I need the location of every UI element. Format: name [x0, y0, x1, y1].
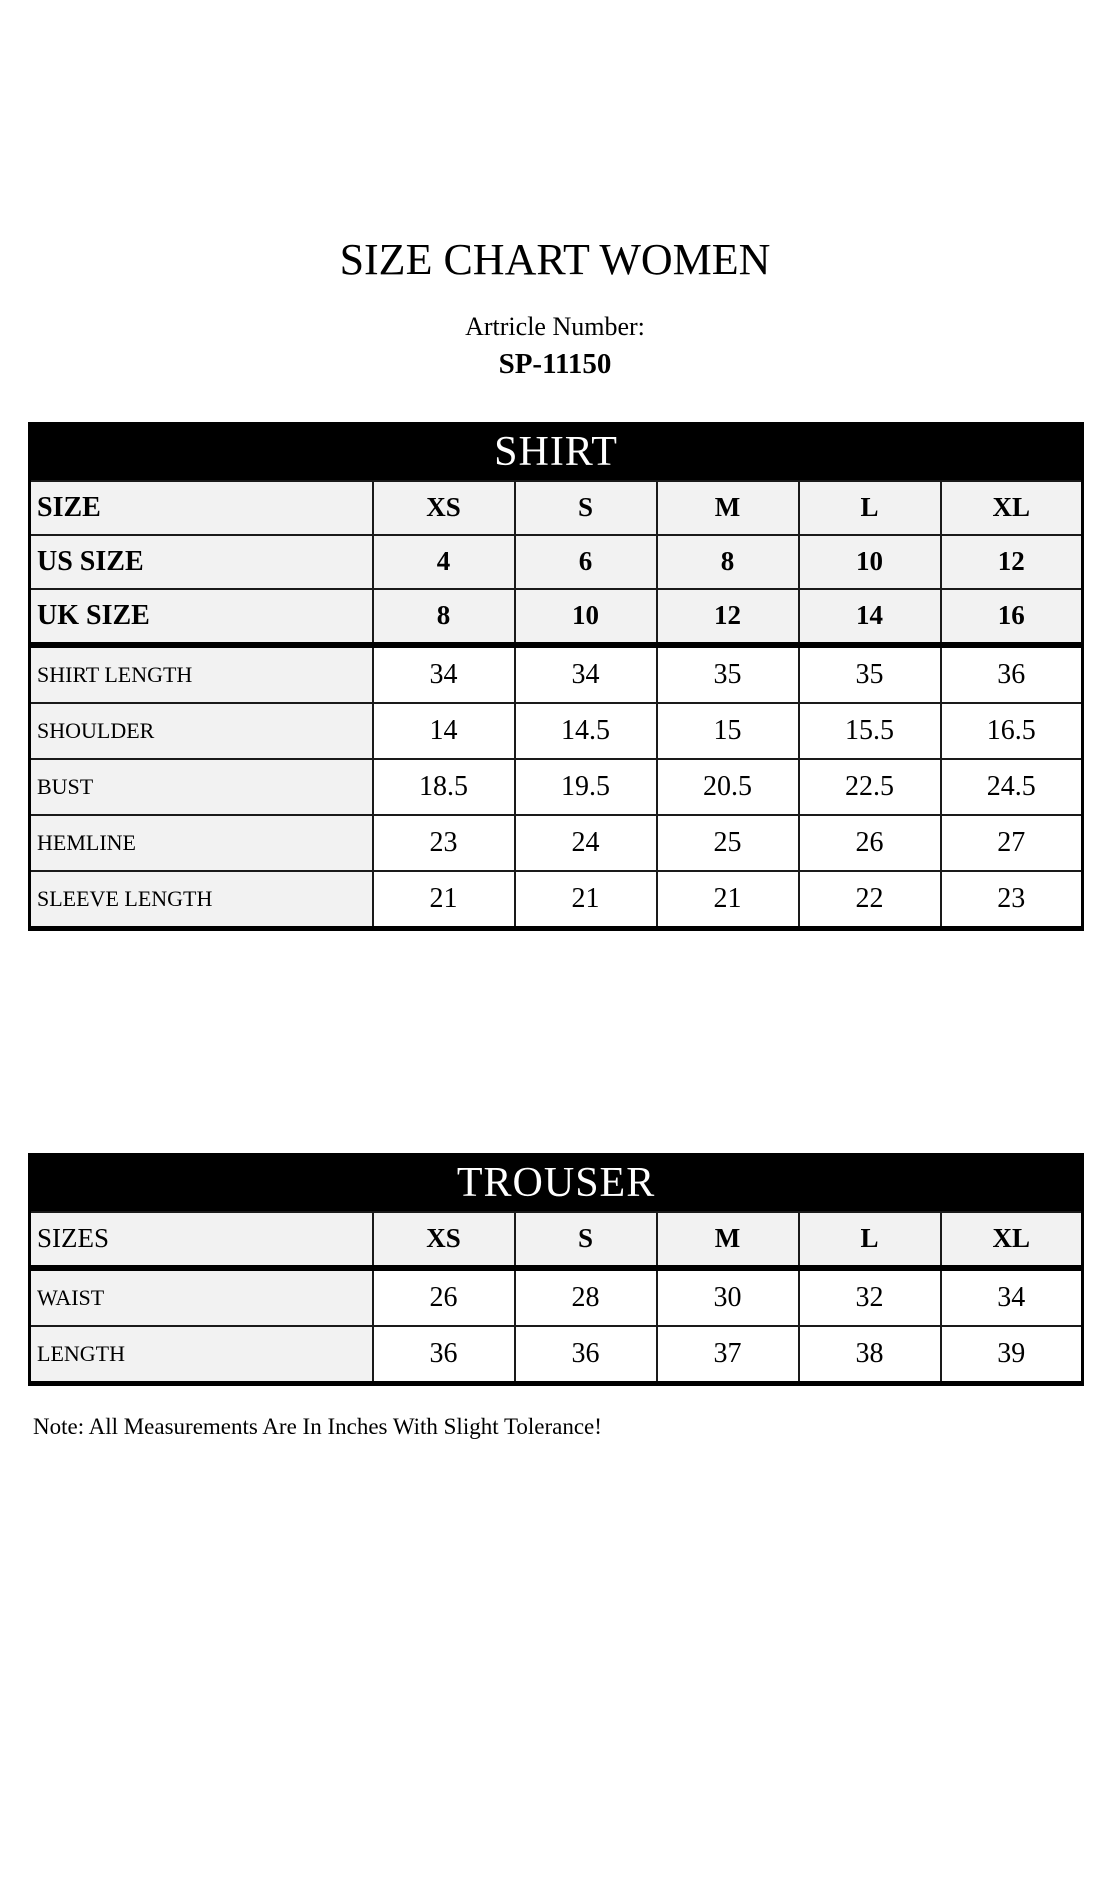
trouser-value-cell: 37: [657, 1326, 799, 1384]
trouser-row-label: WAIST: [30, 1268, 373, 1326]
shirt-table-row: [30, 481, 1083, 535]
shirt-value-cell: 20.5: [657, 759, 799, 815]
shirt-value-cell: 36: [941, 645, 1083, 703]
shirt-value-cell: 14: [799, 589, 941, 645]
shirt-value-cell: 21: [515, 871, 657, 929]
shirt-value-cell: 27: [941, 815, 1083, 871]
shirt-value-cell: XL: [941, 481, 1083, 535]
shirt-value-cell: 26: [799, 815, 941, 871]
shirt-value-cell: 16: [941, 589, 1083, 645]
shirt-row-label: SHOULDER: [30, 703, 373, 759]
shirt-value-cell: 16.5: [941, 703, 1083, 759]
shirt-value-cell: 10: [515, 589, 657, 645]
trouser-table-title: TROUSER: [30, 1154, 1083, 1212]
shirt-value-cell: L: [799, 481, 941, 535]
shirt-value-cell: 12: [941, 535, 1083, 589]
shirt-value-cell: XS: [373, 481, 515, 535]
trouser-value-cell: 39: [941, 1326, 1083, 1384]
article-number-value: SP-11150: [498, 348, 612, 381]
shirt-value-cell: 35: [657, 645, 799, 703]
trouser-row-label: LENGTH: [30, 1326, 373, 1384]
trouser-value-cell: 32: [799, 1268, 941, 1326]
shirt-value-cell: 22.5: [799, 759, 941, 815]
shirt-table-row: [30, 815, 1083, 871]
shirt-value-cell: 21: [657, 871, 799, 929]
shirt-table-row: [30, 589, 1083, 645]
shirt-value-cell: 34: [373, 645, 515, 703]
trouser-row-label: SIZES: [30, 1212, 373, 1268]
page-content: [28, 236, 1082, 1440]
shirt-value-cell: 4: [373, 535, 515, 589]
shirt-value-cell: 23: [373, 815, 515, 871]
shirt-table-row: [30, 871, 1083, 929]
shirt-table-row: [30, 759, 1083, 815]
shirt-value-cell: 21: [373, 871, 515, 929]
shirt-value-cell: 23: [941, 871, 1083, 929]
trouser-value-cell: 28: [515, 1268, 657, 1326]
shirt-value-cell: 15: [657, 703, 799, 759]
trouser-value-cell: M: [657, 1212, 799, 1268]
shirt-row-label: US SIZE: [30, 535, 373, 589]
shirt-value-cell: 10: [799, 535, 941, 589]
shirt-value-cell: 8: [373, 589, 515, 645]
shirt-row-label: SIZE: [30, 481, 373, 535]
shirt-value-cell: 24: [515, 815, 657, 871]
trouser-table-row: [30, 1212, 1083, 1268]
shirt-value-cell: S: [515, 481, 657, 535]
trouser-value-cell: 30: [657, 1268, 799, 1326]
shirt-value-cell: 24.5: [941, 759, 1083, 815]
shirt-table-row: [30, 703, 1083, 759]
trouser-value-cell: XS: [373, 1212, 515, 1268]
trouser-value-cell: L: [799, 1212, 941, 1268]
shirt-table-row: [30, 535, 1083, 589]
trouser-value-cell: 38: [799, 1326, 941, 1384]
trouser-value-cell: XL: [941, 1212, 1083, 1268]
trouser-table-row: [30, 1326, 1083, 1384]
shirt-table-header-row: [30, 423, 1083, 481]
trouser-value-cell: 34: [941, 1268, 1083, 1326]
shirt-row-label: UK SIZE: [30, 589, 373, 645]
shirt-value-cell: 15.5: [799, 703, 941, 759]
shirt-value-cell: M: [657, 481, 799, 535]
shirt-table-title: SHIRT: [30, 423, 1083, 481]
trouser-table-row: [30, 1268, 1083, 1326]
shirt-value-cell: 14: [373, 703, 515, 759]
shirt-row-label: HEMLINE: [30, 815, 373, 871]
shirt-value-cell: 25: [657, 815, 799, 871]
trouser-value-cell: 26: [373, 1268, 515, 1326]
shirt-value-cell: 34: [515, 645, 657, 703]
shirt-row-label: SLEEVE LENGTH: [30, 871, 373, 929]
shirt-value-cell: 35: [799, 645, 941, 703]
trouser-value-cell: 36: [373, 1326, 515, 1384]
trouser-value-cell: 36: [515, 1326, 657, 1384]
article-number-label: Artricle Number:: [465, 312, 645, 342]
shirt-value-cell: 18.5: [373, 759, 515, 815]
shirt-value-cell: 22: [799, 871, 941, 929]
shirt-value-cell: 14.5: [515, 703, 657, 759]
shirt-value-cell: 19.5: [515, 759, 657, 815]
shirt-row-label: SHIRT LENGTH: [30, 645, 373, 703]
trouser-value-cell: S: [515, 1212, 657, 1268]
measurements-note: Note: All Measurements Are In Inches With Slight Tolerance!: [33, 1413, 602, 1439]
shirt-value-cell: 12: [657, 589, 799, 645]
shirt-size-table: [28, 422, 1084, 931]
trouser-size-table: [28, 1153, 1084, 1386]
shirt-table-row: [30, 645, 1083, 703]
trouser-table-header-row: [30, 1154, 1083, 1212]
shirt-value-cell: 8: [657, 535, 799, 589]
shirt-value-cell: 6: [515, 535, 657, 589]
page-title: SIZE CHART WOMEN: [339, 235, 771, 284]
shirt-row-label: BUST: [30, 759, 373, 815]
